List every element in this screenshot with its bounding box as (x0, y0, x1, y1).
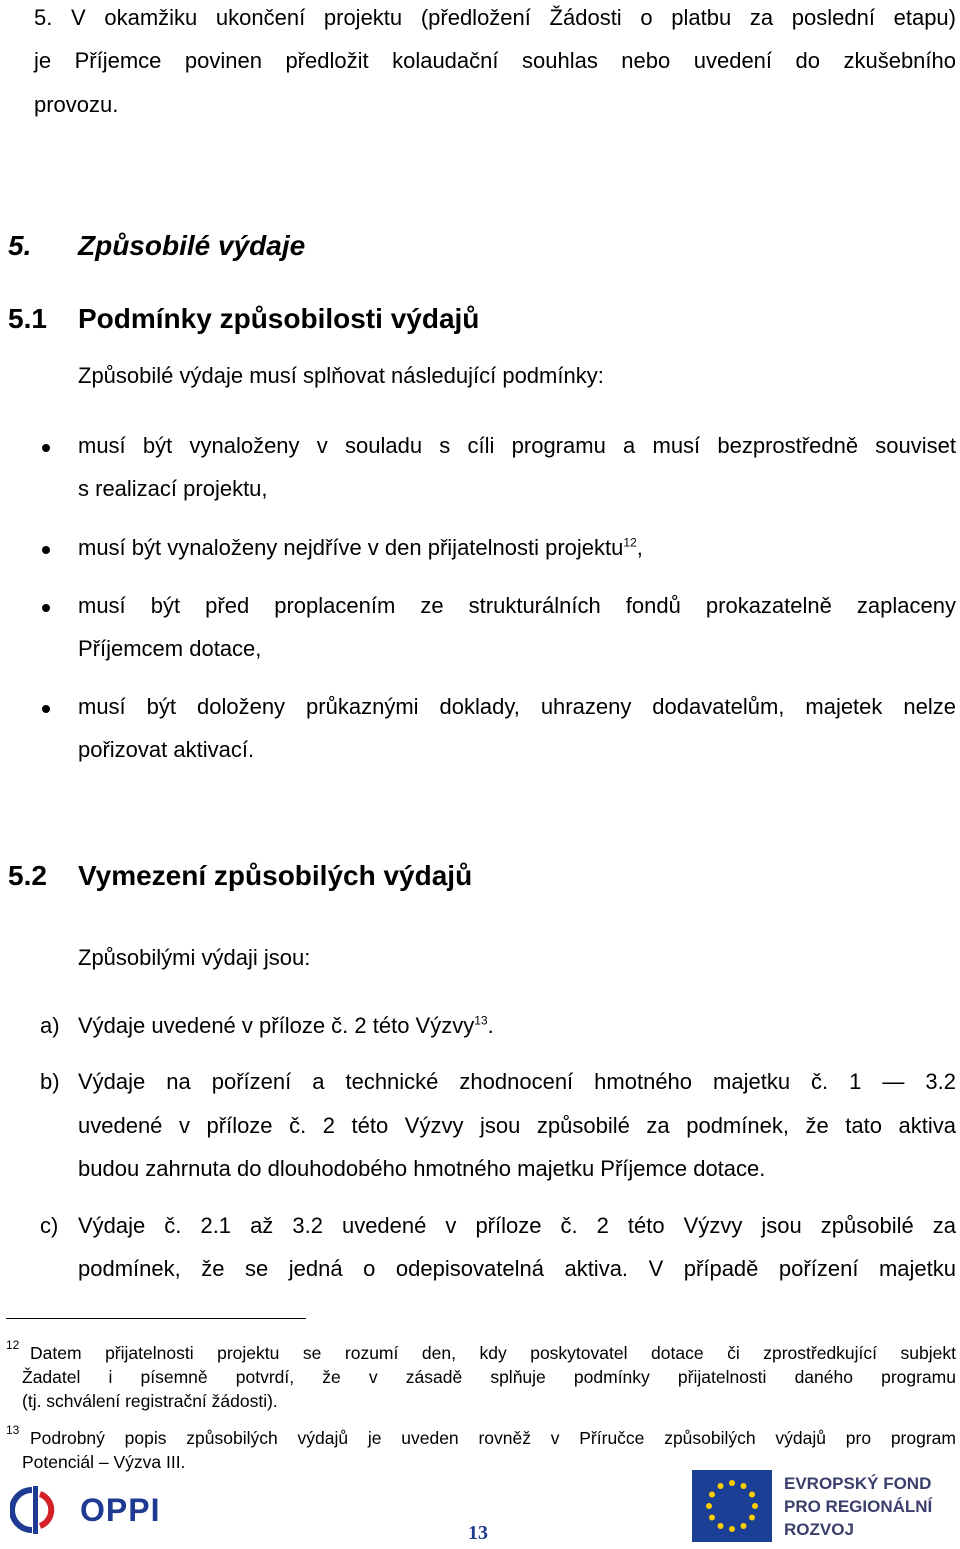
bullet-4-line2: pořizovat aktivací. (78, 737, 255, 762)
eu-flag-icon (692, 1470, 772, 1542)
item-a-after: . (487, 1013, 494, 1038)
bullet-3-line2: Příjemcem dotace, (78, 636, 262, 661)
footnote-12-line2: Žadatel i písemně potvrdí, že v zásadě splňuje podmínky přijatelnosti daného programu (22, 1367, 956, 1387)
bullet-3-line1: musí být před proplacením ze strukturálních fondů prokazatelně zaplaceny (78, 593, 956, 618)
item-b-label: b) (40, 1069, 60, 1094)
footnote-12-line3: (tj. schválení registrační žádosti). (22, 1391, 278, 1411)
bullet-1-line2: s realizací projektu, (78, 476, 268, 501)
item-a (78, 1004, 494, 1048)
page-number: 13 (468, 1522, 488, 1544)
section-5-number: 5. (8, 230, 32, 261)
oppi-logo (10, 1484, 170, 1536)
eu-logo-line2: PRO REGIONÁLNÍ (784, 1497, 933, 1516)
top-paragraph-line3: provozu. (34, 92, 119, 117)
eu-fund-logo-text (784, 1472, 932, 1541)
bullet-4-line1: musí být doloženy průkaznými doklady, uhrazeny dodavatelům, majetek nelze (78, 694, 956, 719)
bullet-2 (78, 526, 643, 570)
bullet-dot (42, 705, 50, 713)
section-51-number: 5.1 (8, 303, 47, 334)
section-51-intro: Způsobilé výdaje musí splňovat následující podmínky: (78, 363, 604, 388)
top-paragraph-line2: je Příjemce povinen předložit kolaudační souhlas nebo uvedení do zkušebního (34, 48, 956, 73)
bullet-dot (42, 444, 50, 452)
section-52-intro: Způsobilými výdaji jsou: (78, 945, 311, 970)
item-a-label: a) (40, 1013, 60, 1038)
footnote-ref-12[interactable]: 12 (623, 535, 637, 550)
eu-fund-logo (692, 1470, 958, 1542)
item-b-line1: Výdaje na pořízení a technické zhodnocení hmotného majetku č. 1 — 3.2 (78, 1069, 956, 1094)
bullet-2-after: , (636, 535, 643, 560)
eu-logo-line1: EVROPSKÝ FOND (784, 1474, 932, 1493)
item-c-line1: Výdaje č. 2.1 až 3.2 uvedené v příloze č. 2 této Výzvy jsou způsobilé za (78, 1213, 956, 1238)
top-paragraph-line1: 5. V okamžiku ukončení projektu (předložení Žádosti o platbu za poslední etapu) (34, 5, 956, 30)
bullet-2-text: musí být vynaloženy nejdříve v den přijatelnosti projektu (78, 535, 624, 560)
footnote-13-line2: Potenciál – Výzva III. (22, 1452, 186, 1472)
item-c-label: c) (40, 1213, 59, 1238)
item-a-text: Výdaje uvedené v příloze č. 2 této Výzvy (78, 1013, 475, 1038)
item-c-line2: podmínek, že se jedná o odepisovatelná aktiva. V případě pořízení majetku (78, 1256, 956, 1281)
item-b-line2: uvedené v příloze č. 2 této Výzvy jsou způsobilé za podmínek, že tato aktiva (78, 1113, 956, 1138)
section-52-number: 5.2 (8, 860, 47, 891)
footnote-12-number: 12 (6, 1338, 20, 1352)
item-b-line3: budou zahrnuta do dlouhodobého hmotného majetku Příjemce dotace. (78, 1156, 766, 1181)
bullet-1-line1: musí být vynaloženy v souladu s cíli programu a musí bezprostředně souviset (78, 433, 956, 458)
bullet-dot (42, 546, 50, 554)
footnote-12-line1: Datem přijatelnosti projektu se rozumí den, kdy poskytovatel dotace či zprostředkující subjekt (30, 1343, 956, 1363)
section-52-title: Vymezení způsobilých výdajů (78, 860, 473, 891)
section-5-title: Způsobilé výdaje (78, 230, 306, 261)
eu-logo-line3: ROZVOJ (784, 1520, 854, 1539)
section-51-title: Podmínky způsobilosti výdajů (78, 303, 480, 334)
oppi-logo-text: OPPI (80, 1492, 161, 1528)
footnote-13-number: 13 (6, 1423, 20, 1437)
footnote-ref-13[interactable]: 13 (474, 1013, 488, 1028)
footnote-13-line1: Podrobný popis způsobilých výdajů je uveden rovněž v Příručce způsobilých výdajů pro program (30, 1428, 956, 1448)
footnote-separator (6, 1318, 306, 1319)
bullet-dot (42, 604, 50, 612)
